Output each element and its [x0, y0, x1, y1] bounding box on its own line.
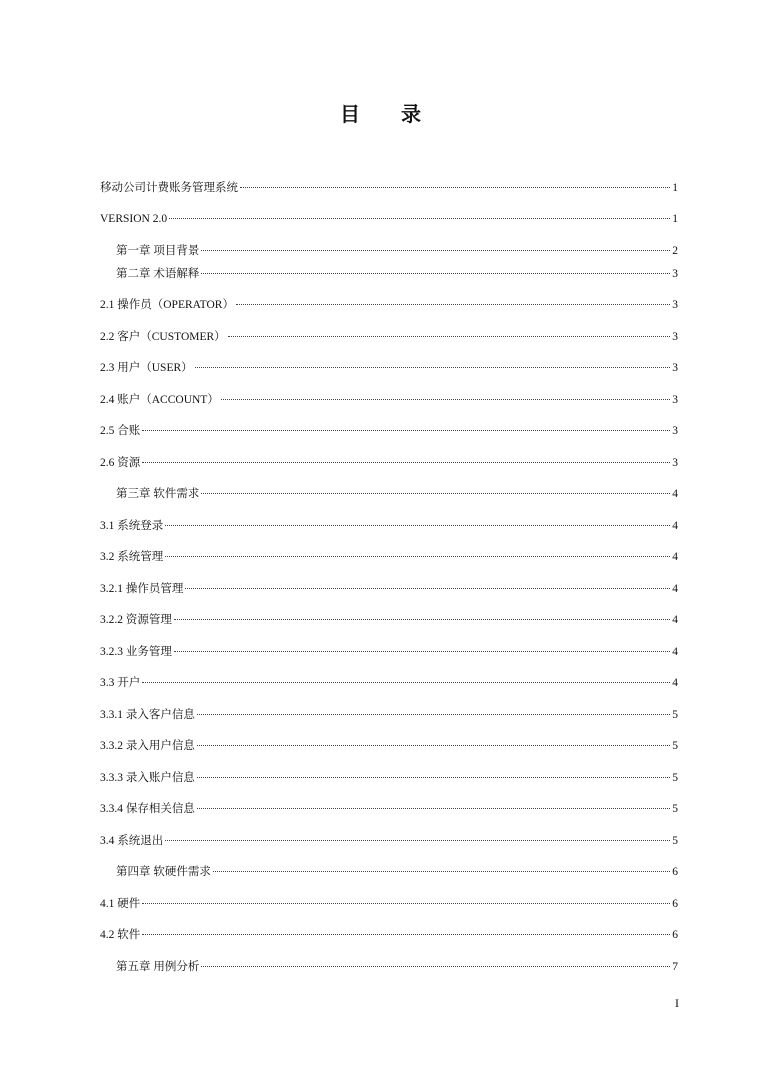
toc-dot-leader — [142, 682, 670, 683]
toc-entry-title: 2.3 用户（USER） — [100, 362, 193, 374]
toc-dot-leader — [165, 525, 670, 526]
toc-entry-page: 4 — [672, 520, 678, 532]
toc-entry-page: 4 — [672, 677, 678, 689]
toc-entry[interactable] — [116, 243, 678, 259]
toc-entry-page: 4 — [672, 583, 678, 595]
toc-entry-title: 第三章 软件需求 — [116, 488, 200, 500]
toc-entry-title: 第四章 软硬件需求 — [116, 866, 211, 878]
toc-entry-page: 1 — [672, 213, 678, 225]
toc-dot-leader — [240, 187, 670, 188]
toc-entry-title: 4.1 硬件 — [100, 898, 141, 910]
toc-entry-page: 5 — [672, 803, 678, 815]
toc-entry-page: 2 — [672, 245, 678, 257]
toc-entry[interactable] — [100, 329, 678, 345]
toc-dot-leader — [142, 934, 670, 935]
toc-entry[interactable] — [100, 423, 678, 439]
toc-entry[interactable] — [100, 833, 678, 849]
toc-entry-title: 第一章 项目背景 — [116, 245, 200, 257]
toc-entry-page: 6 — [672, 898, 678, 910]
toc-entry-page: 7 — [672, 961, 678, 973]
toc-dot-leader — [221, 399, 670, 400]
toc-dot-leader — [142, 430, 670, 431]
toc-dot-leader — [165, 556, 670, 557]
toc-entry-page: 3 — [672, 331, 678, 343]
page-title: 目 录 — [340, 104, 439, 126]
toc-dot-leader — [142, 462, 670, 463]
toc-entry-title: 2.2 客户（CUSTOMER） — [100, 331, 226, 343]
toc-entry[interactable] — [100, 801, 678, 817]
toc-dot-leader — [201, 250, 670, 251]
toc-entry-title: 2.4 账户（ACCOUNT） — [100, 394, 219, 406]
toc-entry-page: 3 — [672, 268, 678, 280]
toc-entry-page: 3 — [672, 457, 678, 469]
toc-entry-page: 4 — [672, 614, 678, 626]
toc-entry-page: 1 — [672, 182, 678, 194]
toc-entry-page: 5 — [672, 835, 678, 847]
toc-dot-leader — [213, 871, 670, 872]
toc-entry[interactable] — [116, 266, 678, 282]
toc-entry-title: 2.5 合账 — [100, 425, 141, 437]
toc-entry-title: 3.3.4 保存相关信息 — [100, 803, 195, 815]
toc-entry[interactable] — [100, 297, 678, 313]
toc-entry-title: 3.3.2 录入用户信息 — [100, 740, 195, 752]
toc-entry-page: 4 — [672, 551, 678, 563]
toc-entry-page: 6 — [672, 866, 678, 878]
toc-entry-title: 3.3 开户 — [100, 677, 141, 689]
toc-dot-leader — [201, 966, 670, 967]
toc-entry[interactable] — [100, 738, 678, 754]
toc-entry[interactable] — [100, 581, 678, 597]
toc-entry-title: 移动公司计费账务管理系统 — [100, 182, 238, 194]
toc-dot-leader — [236, 304, 670, 305]
toc-dot-leader — [174, 651, 670, 652]
toc-entry[interactable] — [100, 612, 678, 628]
toc-entry-page: 3 — [672, 362, 678, 374]
toc-entry[interactable] — [116, 864, 678, 880]
toc-entry[interactable] — [100, 927, 678, 943]
toc-dot-leader — [142, 903, 670, 904]
toc-entry[interactable] — [116, 959, 678, 975]
toc-entry-title: 2.1 操作员（OPERATOR） — [100, 299, 234, 311]
toc-dot-leader — [197, 745, 670, 746]
toc-entry-title: 3.3.3 录入账户信息 — [100, 772, 195, 784]
toc-dot-leader — [185, 588, 670, 589]
toc-entry-page: 3 — [672, 299, 678, 311]
toc-entry-page: 3 — [672, 394, 678, 406]
toc-entry[interactable] — [100, 770, 678, 786]
toc-dot-leader — [201, 493, 670, 494]
toc-entry-title: 第五章 用例分析 — [116, 961, 200, 973]
toc-entry-page: 4 — [672, 488, 678, 500]
toc-dot-leader — [228, 336, 671, 337]
toc-dot-leader — [195, 367, 671, 368]
toc-entry[interactable] — [100, 455, 678, 471]
toc-entry[interactable] — [100, 707, 678, 723]
toc-entry[interactable] — [100, 360, 678, 376]
toc-dot-leader — [169, 218, 670, 219]
toc-entry-title: 3.2.3 业务管理 — [100, 646, 172, 658]
toc-entry[interactable] — [100, 211, 678, 227]
toc-entry-title: 3.2.1 操作员管理 — [100, 583, 184, 595]
toc-entry[interactable] — [100, 180, 678, 196]
toc-entry[interactable] — [100, 549, 678, 565]
toc-entry-title: 3.2.2 资源管理 — [100, 614, 172, 626]
toc-entry-page: 6 — [672, 929, 678, 941]
toc-entry-title: 3.4 系统退出 — [100, 835, 164, 847]
toc-entry-title: 第二章 术语解释 — [116, 268, 200, 280]
toc-dot-leader — [197, 777, 670, 778]
toc-entry-title: 3.2 系统管理 — [100, 551, 164, 563]
toc-entry-page: 5 — [672, 709, 678, 721]
toc-dot-leader — [201, 273, 670, 274]
toc-entry[interactable] — [100, 896, 678, 912]
toc-entry-title: VERSION 2.0 — [100, 213, 168, 225]
page-number: I — [675, 996, 679, 1010]
toc-dot-leader — [197, 714, 670, 715]
toc-entry[interactable] — [100, 675, 678, 691]
toc-entry-page: 4 — [672, 646, 678, 658]
toc-entry-page: 5 — [672, 772, 678, 784]
toc-dot-leader — [174, 619, 670, 620]
toc-dot-leader — [197, 808, 670, 809]
toc-entry[interactable] — [100, 518, 678, 534]
toc-entry-page: 5 — [672, 740, 678, 752]
toc-entry-title: 4.2 软件 — [100, 929, 141, 941]
toc-entry-title: 3.1 系统登录 — [100, 520, 164, 532]
toc-dot-leader — [165, 840, 670, 841]
toc-entry-page: 3 — [672, 425, 678, 437]
toc-entry-title: 3.3.1 录入客户信息 — [100, 709, 195, 721]
toc-entry[interactable] — [100, 392, 678, 408]
toc-entry[interactable] — [100, 644, 678, 660]
toc-entry[interactable] — [116, 486, 678, 502]
toc-entry-title: 2.6 资源 — [100, 457, 141, 469]
